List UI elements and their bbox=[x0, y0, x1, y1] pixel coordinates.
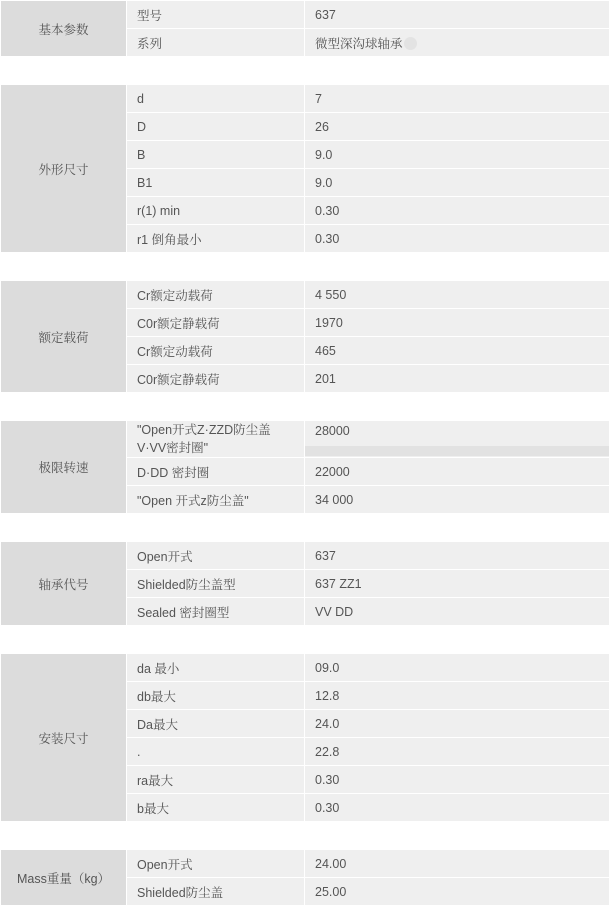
param-value-text: 637 bbox=[315, 549, 599, 563]
param-label: B bbox=[127, 141, 305, 169]
param-value bbox=[305, 682, 609, 710]
param-value-text: 微型深沟球轴承 bbox=[315, 37, 403, 51]
param-value bbox=[305, 598, 609, 626]
param-label: Open开式 bbox=[127, 850, 305, 878]
param-label: D bbox=[127, 113, 305, 141]
group-label: 基本参数 bbox=[1, 1, 127, 57]
param-value bbox=[305, 197, 609, 225]
section-spacer-cell bbox=[1, 57, 609, 85]
group-label: 极限转速 bbox=[1, 421, 127, 514]
section-spacer-cell bbox=[1, 253, 609, 281]
section-spacer bbox=[1, 822, 609, 850]
param-value-text: 1970 bbox=[315, 316, 599, 330]
section-spacer-cell bbox=[1, 514, 609, 542]
table-row bbox=[1, 850, 609, 878]
series-badge-icon bbox=[404, 37, 417, 50]
param-label: r(1) min bbox=[127, 197, 305, 225]
section-spacer-cell bbox=[1, 822, 609, 850]
param-value-text: 0.30 bbox=[315, 232, 599, 246]
param-label: D·DD 密封圈 bbox=[127, 458, 305, 486]
group-label: 外形尺寸 bbox=[1, 85, 127, 253]
param-label: d bbox=[127, 85, 305, 113]
param-value-text: 0.30 bbox=[315, 204, 599, 218]
table-row bbox=[1, 85, 609, 113]
param-label: db最大 bbox=[127, 682, 305, 710]
param-value-text: 9.0 bbox=[315, 176, 599, 190]
param-value bbox=[305, 365, 609, 393]
param-label: Shielded防尘盖 bbox=[127, 878, 305, 906]
param-value bbox=[305, 1, 609, 29]
param-value-text: 4 550 bbox=[315, 288, 599, 302]
param-label: "Open开式Z·ZZD防尘盖 V·VV密封圈" bbox=[127, 421, 305, 458]
param-value bbox=[305, 570, 609, 598]
param-value-text: 25.00 bbox=[315, 885, 599, 899]
section-spacer bbox=[1, 514, 609, 542]
section-spacer-cell bbox=[1, 626, 609, 654]
param-value-text: 34 000 bbox=[315, 493, 599, 507]
param-value bbox=[305, 169, 609, 197]
param-value-text: 201 bbox=[315, 372, 599, 386]
param-value-text: VV DD bbox=[315, 605, 599, 619]
param-value bbox=[305, 337, 609, 365]
group-label: 额定载荷 bbox=[1, 281, 127, 393]
param-label: "Open 开式z防尘盖" bbox=[127, 486, 305, 514]
param-value-text: 12.8 bbox=[315, 689, 599, 703]
param-label: C0r额定静载荷 bbox=[127, 309, 305, 337]
group-label: 轴承代号 bbox=[1, 542, 127, 626]
param-value-text: 22.8 bbox=[315, 745, 599, 759]
param-value-text: 28000 bbox=[315, 422, 599, 440]
param-label: b最大 bbox=[127, 794, 305, 822]
table-row bbox=[1, 281, 609, 309]
param-value bbox=[305, 738, 609, 766]
param-label: 系列 bbox=[127, 29, 305, 57]
param-value-text: 22000 bbox=[315, 465, 599, 479]
param-label: Cr额定动载荷 bbox=[127, 337, 305, 365]
param-value-text: 465 bbox=[315, 344, 599, 358]
group-label: 安装尺寸 bbox=[1, 654, 127, 822]
param-label: C0r额定静载荷 bbox=[127, 365, 305, 393]
section-spacer bbox=[1, 626, 609, 654]
param-value-text: 0.30 bbox=[315, 801, 599, 815]
param-label: B1 bbox=[127, 169, 305, 197]
param-label: Da最大 bbox=[127, 710, 305, 738]
table-row bbox=[1, 421, 609, 458]
param-value bbox=[305, 141, 609, 169]
param-value bbox=[305, 29, 609, 57]
param-value bbox=[305, 486, 609, 514]
section-spacer-cell bbox=[1, 393, 609, 421]
param-label: ra最大 bbox=[127, 766, 305, 794]
param-value bbox=[305, 542, 609, 570]
param-value bbox=[305, 421, 609, 458]
param-label: da 最小 bbox=[127, 654, 305, 682]
param-value bbox=[305, 766, 609, 794]
table-row bbox=[1, 542, 609, 570]
section-spacer bbox=[1, 253, 609, 281]
group-label: Mass重量（kg） bbox=[1, 850, 127, 906]
param-value bbox=[305, 878, 609, 906]
param-value-text: 24.0 bbox=[315, 717, 599, 731]
param-value-text: 26 bbox=[315, 120, 599, 134]
param-value bbox=[305, 710, 609, 738]
table-row bbox=[1, 654, 609, 682]
param-label: r1 倒角最小 bbox=[127, 225, 305, 253]
param-value bbox=[305, 794, 609, 822]
param-value bbox=[305, 113, 609, 141]
param-label: . bbox=[127, 738, 305, 766]
value-shade-bar bbox=[305, 446, 609, 456]
param-value-text: 637 ZZ1 bbox=[315, 577, 599, 591]
param-value-text: 637 bbox=[315, 8, 599, 22]
section-spacer bbox=[1, 393, 609, 421]
param-label: Open开式 bbox=[127, 542, 305, 570]
param-label: 型号 bbox=[127, 1, 305, 29]
param-value bbox=[305, 85, 609, 113]
param-label: Cr额定动载荷 bbox=[127, 281, 305, 309]
section-spacer bbox=[1, 57, 609, 85]
param-value-text: 9.0 bbox=[315, 148, 599, 162]
table-row bbox=[1, 1, 609, 29]
param-value bbox=[305, 309, 609, 337]
param-value-text: 09.0 bbox=[315, 661, 599, 675]
param-label: Shielded防尘盖型 bbox=[127, 570, 305, 598]
param-value-text: 24.00 bbox=[315, 857, 599, 871]
param-value-text: 7 bbox=[315, 92, 599, 106]
param-value bbox=[305, 654, 609, 682]
param-value-text: 0.30 bbox=[315, 773, 599, 787]
param-value bbox=[305, 850, 609, 878]
param-value bbox=[305, 281, 609, 309]
param-value bbox=[305, 458, 609, 486]
param-value bbox=[305, 225, 609, 253]
param-label: Sealed 密封圈型 bbox=[127, 598, 305, 626]
